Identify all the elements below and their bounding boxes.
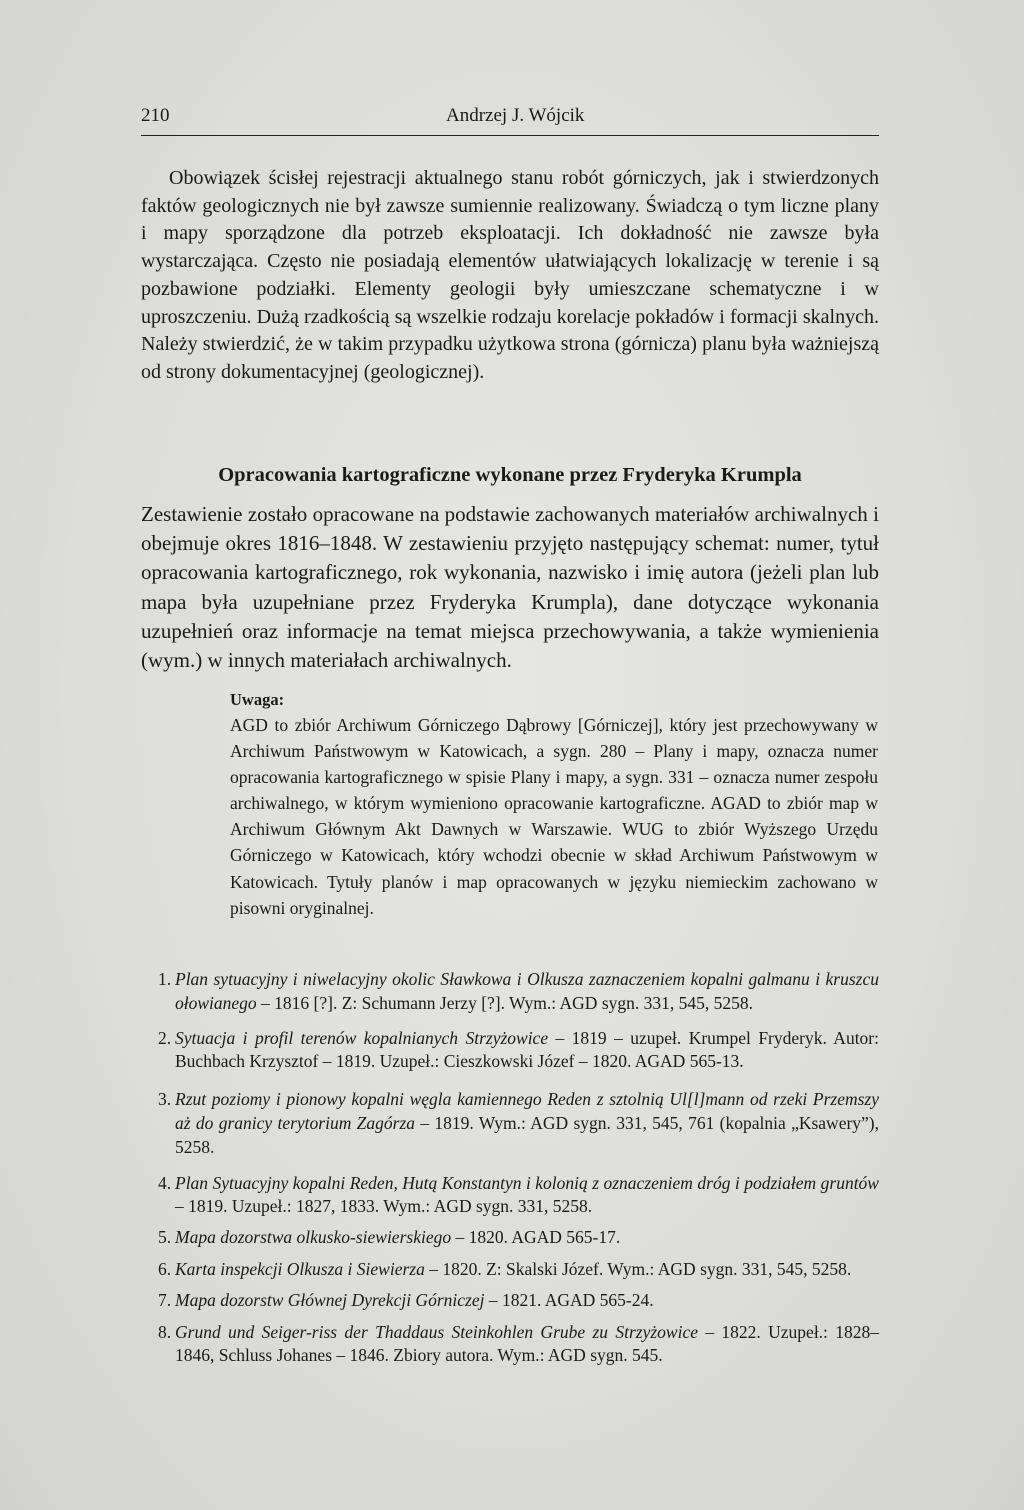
list-item-title: Mapa dozorstw Głównej Dyrekcji Górniczej [175, 1289, 485, 1310]
list-item [141, 1289, 879, 1313]
list-item-details: – 1819 – uzupeł. Krumpel Fryderyk. Autor: Buchbach Krzysztof – 1819. Uzupeł.: Cieszkowski Józef – 1820. AGAD 565-13. [175, 1027, 879, 1072]
list-item-details: – 1819. Wym.: AGD sygn. 331, 545, 761 (kopalnia „Ksawery”), 5258. [175, 1112, 880, 1157]
list-item-number: 4. [158, 1172, 172, 1193]
list-item-number: 1. [158, 969, 172, 989]
list-item-number: 5. [158, 1227, 172, 1248]
running-header [141, 105, 879, 136]
list-item-title: Grund und Seiger-riss der Thaddaus Steinkohlen Grube zu Strzyżowice [175, 1321, 699, 1342]
list-item-details: – 1820. Z: Skalski Józef. Wym.: AGD sygn. 331, 545, 5258. [424, 1258, 852, 1279]
running-header-author: Andrzej J. Wójcik [446, 105, 585, 126]
list-item-number: 6. [158, 1258, 172, 1279]
note-text: AGD to zbiór Archiwum Górniczego Dąbrowy [Górniczej], który jest przechowywany w Archiwum Państwowym w Katowicach, a sygn. 280 – Plany i mapy, oznacza numer opracowania kartograficznego w spisie Plany i mapy, a sygn. 331 – oznacza numer zespołu archiwalnego, w którym wymieniono opracowanie kartograficzne. AGAD to zbiór map w Archiwum Głównym Akt Dawnych w Warszawie. WUG to zbiór Wyższego Urzędu Górniczego w Katowicach, który wchodzi obecnie w skład Archiwum Państwowym w Katowicach. Tytuły planów i map opracowanych w języku niemieckim zachowano w pisowni oryginalnej. [230, 715, 878, 918]
list-item-number: 7. [158, 1289, 172, 1310]
section-heading: Opracowania kartograficzne wykonane przez Fryderyka Krumpla [218, 464, 802, 486]
list-item [141, 968, 879, 1016]
note-label: Uwaga: [230, 690, 285, 709]
list-item-number: 8. [158, 1321, 172, 1342]
entries-list [141, 968, 879, 1368]
list-item [141, 1226, 879, 1250]
list-item [141, 1088, 879, 1159]
list-item [141, 1172, 879, 1220]
body-paragraph-2: Zestawienie zostało opracowane na podstawie zachowanych materiałów archiwalnych i obejmuje okres 1816–1848. W zestawieniu przyjęto następujący schemat: numer, tytuł opracowania kartograficznego, rok wykonania, nazwisko i imię autora (jeżeli plan lub mapa była uzupełniane przez Fryderyka Krumpla), dane dotyczące wykonania uzupełnień oraz informacje na temat miejsca przechowywania, a także wymienienia (wym.) w innych materiałach archiwalnych. [141, 502, 879, 673]
list-item-title: Plan Sytuacyjny kopalni Reden, Hutą Konstantyn i kolonią z oznaczeniem dróg i podziałem gruntów [175, 1172, 879, 1193]
list-item-details: – 1816 [?]. Z: Schumann Jerzy [?]. Wym.: AGD sygn. 331, 545, 5258. [256, 992, 754, 1013]
list-item-title: Rzut poziomy i pionowy kopalni węgla kamiennego Reden z sztolnią Ul[l]mann od rzeki Przemszy aż do granicy terytorium Zagórza [175, 1089, 879, 1133]
list-item-details: – 1822. Uzupeł.: 1828–1846, Schluss Johanes – 1846. Zbiory autora. Wym.: AGD sygn. 545. [175, 1321, 879, 1366]
list-item [141, 1258, 879, 1282]
list-item-number: 2. [158, 1027, 172, 1048]
list-item [141, 1321, 879, 1369]
list-item-details: – 1819. Uzupeł.: 1827, 1833. Wym.: AGD sygn. 331, 5258. [175, 1196, 593, 1217]
list-item-details: – 1820. AGAD 565-17. [451, 1227, 621, 1248]
list-item-title: Mapa dozorstwa olkusko-siewierskiego [175, 1227, 452, 1248]
list-item-title: Karta inspekcji Olkusza i Siewierza [175, 1258, 425, 1279]
list-item-title: Plan sytuacyjny i niwelacyjny okolic Sławkowa i Olkusza zaznaczeniem kopalni galmanu i kruszcu ołowianego [175, 969, 879, 1013]
list-item [141, 1027, 879, 1075]
list-item-number: 3. [158, 1089, 172, 1110]
list-item-details: – 1821. AGAD 565-24. [484, 1289, 654, 1310]
page-number: 210 [141, 105, 170, 126]
list-item-title: Sytuacja i profil terenów kopalnianych Strzyżowice [175, 1027, 549, 1048]
body-paragraph-1: Obowiązek ścisłej rejestracji aktualnego stanu robót górniczych, jak i stwierdzonych faktów geologicznych nie był zawsze sumiennie realizowany. Świadczą o tym liczne plany i mapy sporządzone dla potrzeb eksploatacji. Ich dokładność nie zawsze była wystarczająca. Często nie posiadają elementów ułatwiających lokalizację w terenie i są pozbawione podziałki. Elementy geologii były umieszczane schematyczne i w uproszczeniu. Dużą rzadkością są wszelkie rodzaju korelacje pokładów i formacji skalnych. Należy stwierdzić, że w takim przypadku użytkowa strona (górnicza) planu była ważniejszą od strony dokumentacyjnej (geologicznej). [141, 167, 879, 383]
